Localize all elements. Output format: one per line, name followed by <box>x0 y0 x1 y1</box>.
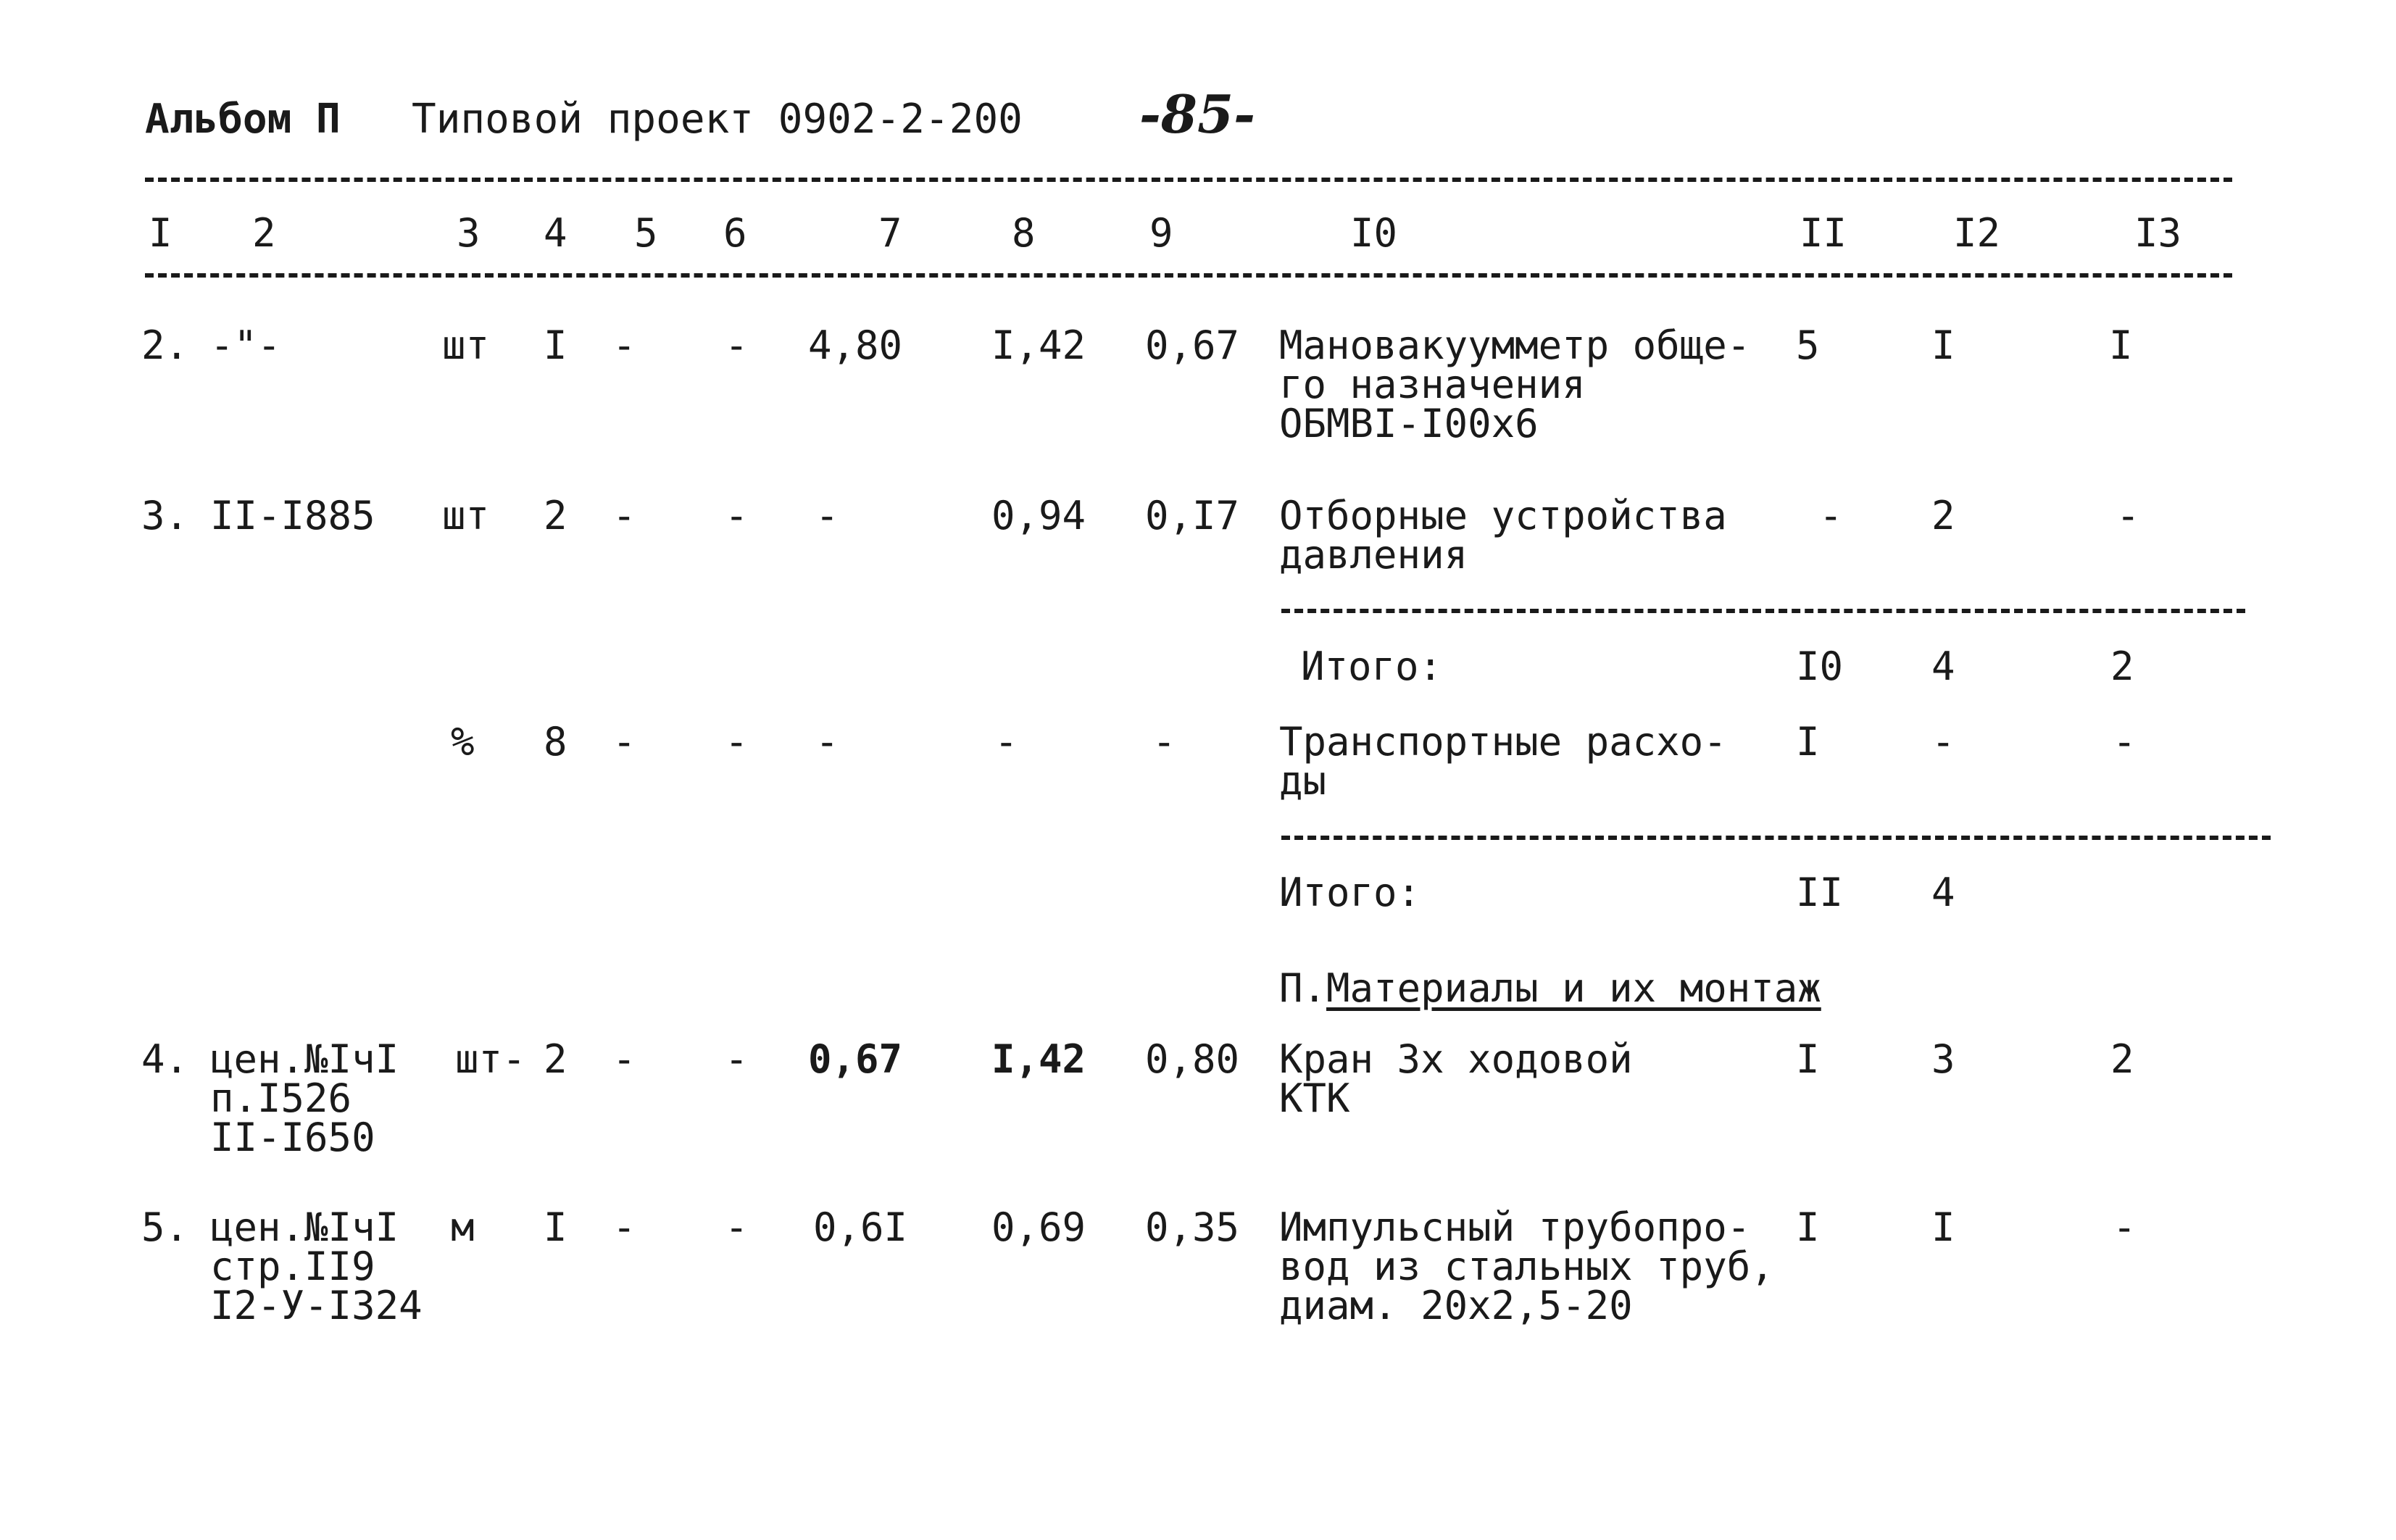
col-3: 3 <box>457 210 481 256</box>
cell-c13: 2 <box>2110 644 2134 689</box>
cell-c8: - <box>994 719 1018 765</box>
cell-description: Отборные устройства давления <box>1279 493 1727 578</box>
subtotal-label: Итого: <box>1301 644 1443 689</box>
cell-c6: - <box>725 322 749 368</box>
cell-c9: 0,80 <box>1145 1036 1240 1082</box>
cell-c7: 4,80 <box>808 322 903 368</box>
section-heading <box>1279 965 1821 1011</box>
col-6: 6 <box>723 210 747 256</box>
cell-code: II-I885 <box>210 493 375 538</box>
cell-c13: - <box>2113 1204 2137 1250</box>
project-title: Типовой проект 0902-2-200 <box>412 96 1023 143</box>
cell-c8: 0,69 <box>991 1204 1086 1250</box>
cell-c7: - <box>815 493 839 538</box>
cell-unit: шт- <box>455 1036 526 1082</box>
cell-c12: 2 <box>1931 493 1955 538</box>
cell-c9: 0,35 <box>1145 1204 1240 1250</box>
cell-c11: 5 <box>1796 322 1820 368</box>
col-8: 8 <box>1012 210 1036 256</box>
cell-code: -"- <box>210 322 281 368</box>
cell-c11: I <box>1796 1204 1820 1250</box>
cell-qty: 2 <box>544 493 567 538</box>
cell-c6: - <box>725 493 749 538</box>
cell-code: цен.№IчI стр.II9 I2-У-I324 <box>210 1204 423 1328</box>
header-bottom-rule <box>145 273 2232 278</box>
row-number: 5. <box>141 1204 189 1250</box>
cell-c5: - <box>612 719 636 765</box>
cell-qty: 2 <box>544 1036 567 1082</box>
cell-code: цен.№IчI п.I526 II-I650 <box>210 1036 399 1160</box>
col-4: 4 <box>544 210 567 256</box>
cell-unit: шт <box>442 322 490 368</box>
cell-c12: I <box>1931 322 1955 368</box>
row-number: 2. <box>141 322 189 368</box>
cell-c11: II <box>1796 870 1844 915</box>
cell-c5: - <box>612 322 636 368</box>
cell-c8: I,42 <box>991 1036 1086 1082</box>
cell-c13: 2 <box>2110 1036 2134 1082</box>
col-10: I0 <box>1350 210 1398 256</box>
cell-c6: - <box>725 1036 749 1082</box>
cell-c12: 3 <box>1931 1036 1955 1082</box>
cell-qty: 8 <box>544 719 567 765</box>
cell-description: Транспортные расхо- ды <box>1279 719 1727 804</box>
table-top-rule <box>145 178 2232 182</box>
col-1: I <box>149 210 172 256</box>
cell-c11: I <box>1796 1036 1820 1082</box>
page-number: -85- <box>1139 83 1255 145</box>
cell-c6: - <box>725 719 749 765</box>
cell-c5: - <box>612 1036 636 1082</box>
col-13: I3 <box>2134 210 2182 256</box>
cell-description: Кран 3х ходовой КТК <box>1279 1036 1633 1121</box>
cell-c7: - <box>815 719 839 765</box>
row-number: 3. <box>141 493 189 538</box>
col-12: I2 <box>1953 210 2001 256</box>
section-title: Материалы и их монтаж <box>1326 965 1821 1011</box>
cell-c8: 0,94 <box>991 493 1086 538</box>
cell-c9: 0,67 <box>1145 322 1240 368</box>
cell-description: Импульсный трубопро- вод из стальных труб, диам. 20х2,5-20 <box>1279 1204 1774 1328</box>
cell-c5: - <box>612 1204 636 1250</box>
cell-c7: 0,67 <box>808 1036 903 1082</box>
subtotal-rule <box>1281 609 2245 613</box>
cell-c12: I <box>1931 1204 1955 1250</box>
cell-unit: м <box>451 1204 475 1250</box>
cell-c9: 0,I7 <box>1145 493 1240 538</box>
cell-c8: I,42 <box>991 322 1086 368</box>
subtotal-rule <box>1281 836 2271 840</box>
album-label: Альбом П <box>145 96 341 143</box>
cell-c13: - <box>2116 493 2140 538</box>
cell-c13: I <box>2109 322 2133 368</box>
cell-c11: - <box>1819 493 1843 538</box>
section-prefix: П. <box>1279 965 1327 1011</box>
cell-c12: 4 <box>1931 644 1955 689</box>
cell-unit: шт <box>442 493 490 538</box>
cell-c9: - <box>1152 719 1176 765</box>
row-number: 4. <box>141 1036 189 1082</box>
cell-c11: I0 <box>1796 644 1844 689</box>
cell-c5: - <box>612 493 636 538</box>
cell-unit: % <box>451 719 475 765</box>
cell-qty: I <box>544 1204 567 1250</box>
cell-c6: - <box>725 1204 749 1250</box>
cell-c13: - <box>2113 719 2137 765</box>
cell-c11: I <box>1796 719 1820 765</box>
col-5: 5 <box>634 210 658 256</box>
cell-c12: - <box>1931 719 1955 765</box>
col-2: 2 <box>252 210 276 256</box>
subtotal-label: Итого: <box>1279 870 1421 915</box>
cell-qty: I <box>544 322 567 368</box>
col-7: 7 <box>878 210 902 256</box>
cell-c12: 4 <box>1931 870 1955 915</box>
col-9: 9 <box>1149 210 1173 256</box>
col-11: II <box>1800 210 1847 256</box>
cell-c7: 0,6I <box>813 1204 908 1250</box>
cell-description: Мановакуумметр обще- го назначения ОБМВI-I00х6 <box>1279 322 1751 446</box>
